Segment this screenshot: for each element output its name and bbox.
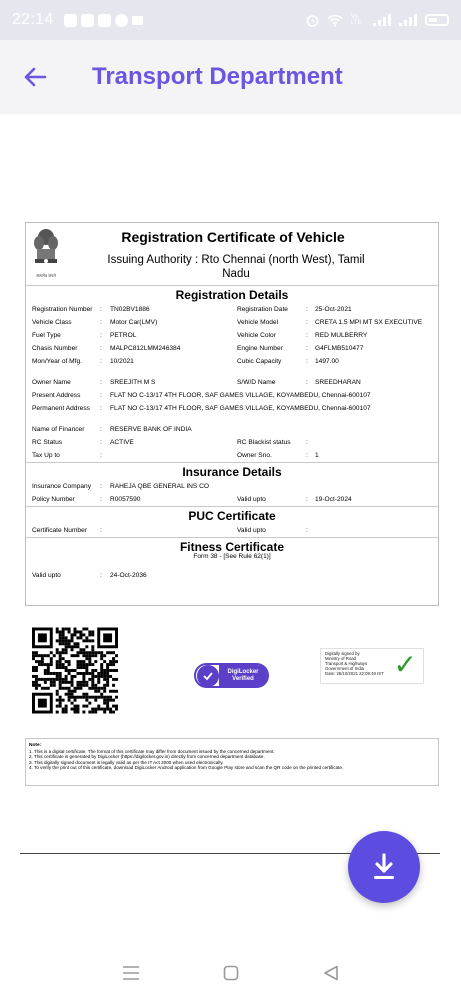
detail-row (26, 316, 438, 329)
detail-row (26, 569, 438, 582)
permanent-address-label: Permanent Address (32, 405, 90, 412)
policy-number-value: R0057590 (110, 496, 141, 503)
arrow-left-icon (23, 67, 47, 87)
cubic-capacity-label: Cubic Capacity (237, 358, 282, 365)
signature-line: Digitally signed by (325, 651, 360, 656)
chasis-number-value: MALPC812LMM246384 (110, 345, 181, 352)
note-item: 1. This is a digital certificate. The format of this certificate may differ from document issued by the concerned department. (29, 748, 275, 754)
alarm-icon (306, 14, 319, 27)
registration-date-label: Registration Date (237, 306, 288, 313)
swd-name-label: S/W/D Name (237, 379, 276, 386)
puc-heading: PUC Certificate (26, 506, 438, 524)
system-icons (306, 14, 449, 27)
detail-row (26, 329, 438, 342)
financer-label: Name of Financer (32, 426, 85, 433)
colon: : (100, 392, 102, 399)
badge-line2: Verified (232, 675, 254, 682)
cloud-icon (64, 14, 77, 27)
signal-icon (373, 14, 391, 26)
detail-row (26, 423, 438, 436)
colon: : (306, 332, 308, 339)
wifi-icon (327, 14, 343, 27)
youtube-icon (98, 14, 111, 27)
insurance-company-value: RAHEJA QBE GENERAL INS CO (110, 483, 210, 490)
cubic-capacity-value: 1497.00 (315, 358, 339, 365)
insurance-details-section (26, 462, 438, 506)
detail-row (26, 389, 438, 402)
page-title: Transport Department (92, 63, 343, 90)
vehicle-color-label: Vehicle Color (237, 332, 276, 339)
detail-row (26, 436, 438, 449)
fitness-heading: Fitness Certificate (26, 537, 438, 555)
detail-row (26, 355, 438, 368)
app-bar (0, 40, 461, 114)
colon: : (306, 319, 308, 326)
download-button[interactable] (348, 831, 420, 903)
mail-icon (132, 16, 143, 25)
check-icon: ✓ (393, 649, 417, 680)
badge-text (219, 665, 267, 686)
detail-row (26, 376, 438, 389)
back-triangle-icon[interactable] (323, 965, 339, 981)
digilocker-logo-icon (197, 665, 219, 687)
home-square-icon[interactable] (223, 965, 239, 981)
vehicle-color-value: RED MULBERRY (315, 332, 368, 339)
signature-text (325, 651, 384, 676)
colon: : (306, 306, 308, 313)
vehicle-class-label: Vehicle Class (32, 319, 72, 326)
detail-row (26, 402, 438, 415)
detail-row (26, 524, 438, 537)
registration-date-value: 25-Oct-2021 (315, 306, 352, 313)
colon: : (100, 332, 102, 339)
mfg-label: Mon/Year of Mfg. (32, 358, 82, 365)
certificate-title: Registration Certificate of Vehicle (121, 229, 345, 245)
back-button[interactable] (0, 40, 70, 114)
detail-row (26, 493, 438, 506)
colon: : (100, 527, 102, 534)
tax-label: Tax Up to (32, 452, 60, 459)
owner-sno-value: 1 (315, 452, 319, 459)
insurance-valid-value: 19-Oct-2024 (315, 496, 352, 503)
swd-name-value: SREEDHARAN (315, 379, 361, 386)
present-address-value: FLAT NO C-13/17 4TH FLOOR, SAF GAMES VILLAGE, KOYAMBEDU, Chennai-600107 (110, 392, 371, 399)
menu-icon[interactable] (122, 965, 140, 981)
registration-certificate (25, 222, 439, 606)
policy-number-label: Policy Number (32, 496, 75, 503)
puc-certificate-number-label: Certificate Number (32, 527, 87, 534)
permanent-address-value: FLAT NO C-13/17 4TH FLOOR, SAF GAMES VILLAGE, KOYAMBEDU, Chennai-600107 (110, 405, 371, 412)
colon: : (100, 572, 102, 579)
colon: : (100, 319, 102, 326)
fuel-type-label: Fuel Type (32, 332, 61, 339)
colon: : (100, 496, 102, 503)
financer-value: RESERVE BANK OF INDIA (110, 426, 192, 433)
colon: : (100, 452, 102, 459)
engine-number-label: Engine Number (237, 345, 283, 352)
detail-row (26, 303, 438, 316)
colon: : (306, 496, 308, 503)
signature-line: Date: 25/10/2021 22:09:49 IST (325, 671, 384, 676)
colon: : (100, 483, 102, 490)
colon: : (100, 345, 102, 352)
insurance-valid-label: Valid upto (237, 496, 266, 503)
colon: : (100, 405, 102, 412)
colon: : (306, 379, 308, 386)
vehicle-model-value: CRETA 1.5 MPI MT SX EXECUTIVE (315, 319, 423, 326)
signature-line: Government of India (325, 666, 364, 671)
emblem-caption: सत्यमेव जयते (36, 273, 56, 278)
digilocker-verified-badge (194, 663, 269, 688)
owner-sno-label: Owner Sno. (237, 452, 272, 459)
signature-line: Ministry of Road (325, 656, 357, 661)
colon: : (100, 306, 102, 313)
registration-details-heading: Registration Details (26, 285, 438, 303)
colon: : (306, 527, 308, 534)
engine-number-value: G4FLMB510477 (315, 345, 364, 352)
fitness-subheading: Form 38 - [See Rule 62(1)] (193, 553, 271, 560)
registration-number-label: Registration Number (32, 306, 93, 313)
app-icon (115, 14, 128, 27)
qr-code (32, 627, 118, 714)
vehicle-model-label: Vehicle Model (237, 319, 279, 326)
digital-signature (320, 648, 424, 684)
note-item: 2. This certificate is generated by DigiLocker (https://digilocker.gov.in) directly from concerned department database. (29, 754, 265, 760)
colon: : (100, 358, 102, 365)
fuel-type-value: PETROL (110, 332, 137, 339)
wallet-icon (81, 14, 94, 27)
insurance-company-label: Insurance Company (32, 483, 92, 490)
issuing-authority: Issuing Authority : Rto Chennai (north West), Tamil Nadu (107, 254, 365, 280)
colon: : (100, 439, 102, 446)
volte-label: Vo LTE (351, 14, 362, 26)
rc-blacklist-label: RC Blackist status (237, 439, 291, 446)
rc-status-label: RC Status (32, 439, 63, 446)
mfg-value: 10/2021 (110, 358, 134, 365)
registration-details-section (26, 285, 438, 462)
colon: : (100, 426, 102, 433)
owner-name-value: SREEJITH M S (110, 379, 156, 386)
signal-icon-2 (399, 14, 417, 26)
colon: : (306, 345, 308, 352)
download-icon (371, 853, 397, 881)
colon: : (306, 452, 308, 459)
fitness-section (26, 537, 438, 582)
rc-status-value: ACTIVE (110, 439, 134, 446)
detail-row (26, 449, 438, 462)
certificate-notes (25, 738, 439, 786)
notification-icons (64, 14, 143, 27)
status-time: 22:14 (12, 11, 54, 28)
system-nav-bar (0, 945, 461, 1000)
status-bar (0, 0, 461, 40)
owner-name-label: Owner Name (32, 379, 71, 386)
chasis-number-label: Chasis Number (32, 345, 78, 352)
fitness-valid-label: Valid upto (32, 572, 61, 579)
note-item: 4. To verify the print out of this certificate, download DigiLocker Android application from Google Play store and scan the QR code on the printed certificate. (29, 765, 344, 771)
detail-row (26, 480, 438, 493)
note-item: 3. This digitally signed document is legally valid as per the IT Act 2000 when used electronically. (29, 759, 224, 765)
notes-heading: Note: (29, 743, 42, 748)
vehicle-class-value: Motor Car(LMV) (110, 319, 158, 326)
present-address-label: Present Address (32, 392, 81, 399)
colon: : (306, 358, 308, 365)
registration-number-value: TN02BV1886 (110, 306, 150, 313)
certificate-header (26, 223, 438, 285)
puc-valid-label: Valid upto (237, 527, 266, 534)
fitness-valid-value: 24-Oct-2036 (110, 572, 147, 579)
signature-line: Transport & Highways (325, 661, 368, 666)
detail-row (26, 342, 438, 355)
colon: : (306, 439, 308, 446)
colon: : (100, 379, 102, 386)
badge-line1: DigiLocker (227, 668, 259, 675)
insurance-details-heading: Insurance Details (26, 462, 438, 480)
battery-icon (425, 14, 449, 26)
puc-section (26, 506, 438, 537)
